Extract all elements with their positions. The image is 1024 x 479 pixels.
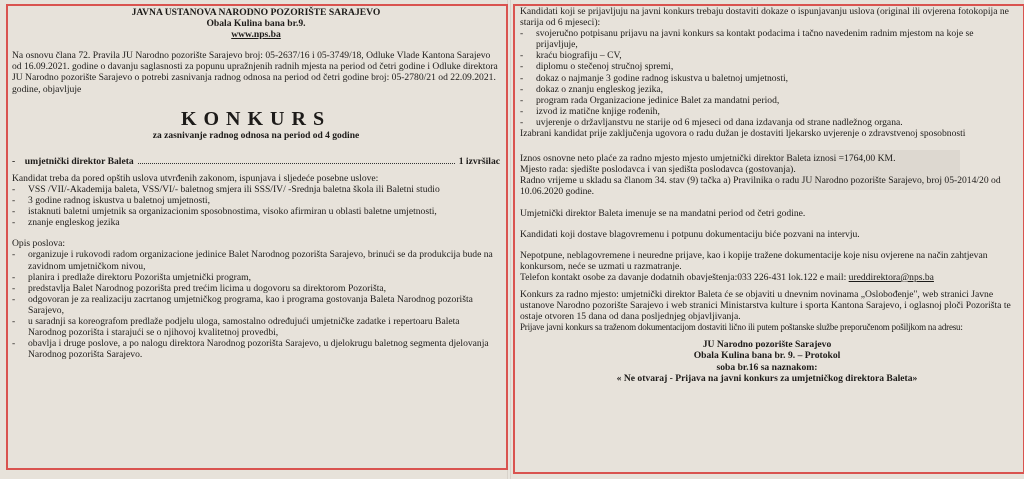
- incomplete-applications-note: Nepotpune, neblagovremene i neuredne prijave, kao i kopije tražene dokumentacije koje nisu ovjerene na način zahtjevan konkursom, neće se uzmati u razmatranje.: [520, 249, 988, 272]
- interview-info: Kandidati koji dostave blagovremenu i potpunu dokumentaciju biće pozvani na intervju.: [520, 228, 860, 240]
- working-hours-info: Radno vrijeme u skladu sa članom 34. stav (9) tačka a) Pravilnika o radu JU Narodno pozorište Sarajevo, broj 05-2014/20 od 10.06.2020 godine.: [520, 175, 1001, 198]
- document-item: - svojeručno potpisanu prijavu na javni konkurs sa kontakt podacima i tačno navedenim radnim mjestom na koje se prijavljuje,: [520, 28, 974, 51]
- document-item: - izvod iz matične knjige rođenih,: [520, 105, 660, 117]
- announcement-left-column: [12, 7, 500, 360]
- document-item: - uvjerenje o državljanstvu ne starije od 6 mjeseci od dana izdavanja od strane nadležnog organa.: [520, 116, 903, 128]
- mailing-address-line-3: soba br.16 sa naznakom:: [716, 361, 818, 373]
- document-item: - program rada Organizacione jedinice Balet za mandatni period,: [520, 94, 780, 106]
- mailing-address-line-2: Obala Kulina bana br. 9. – Protokol: [693, 350, 841, 362]
- medical-note: Izabrani kandidat prije zaključenja ugovora o radu dužan je dostaviti ljekarsko uvjerenje o zdravstvenoj sposobnosti: [520, 128, 966, 140]
- position-row: - umjetnički direktor Baleta 1 izvršilac: [12, 155, 500, 167]
- workplace-info: Mjesto rada: sjedište poslodavca i van sjedišta poslodavca (gostovanja).: [520, 164, 796, 176]
- duty-item: - planira i predlaže direktoru Pozorišta umjetnički program,: [12, 271, 251, 283]
- duty-item: - u saradnji sa koreografom predlaže podjelu uloga, samostalno određujući umjetničke zadatke i repertoaru Baleta Narodnog pozorišta i starajući se o njihovoj kvalitetnoj provedbi,: [12, 315, 460, 339]
- salary-info: Iznos osnovne neto plaće za radno mjesto mjesto umjetnički direktor Baleta iznosi =1764,00 KM.: [520, 153, 896, 165]
- dotted-leader: [138, 156, 455, 164]
- institution-address: Obala Kulina bana br.9.: [206, 18, 306, 30]
- condition-item: - znanje engleskog jezika: [12, 217, 120, 229]
- mailing-address-line-1: JU Narodno pozorište Sarajevo: [702, 339, 832, 351]
- contact-line: [520, 272, 1014, 283]
- position-name: umjetnički direktor Baleta: [24, 155, 134, 167]
- website-link[interactable]: www.nps.ba: [231, 29, 281, 41]
- documents-intro: Kandidati koji se prijavljuju na javni konkurs trebaju dostaviti dokaze o ispunjavanju uslova (original ili ovjerena fotokopija ne starija od 6 mjeseci):: [520, 6, 1009, 29]
- intro-paragraph: Na osnovu člana 72. Pravila JU Narodno pozorište Sarajevo broj: 05-2637/16 i 05-3749/18, Odluke Vlade Kantona Sarajevo od 16.09.2021. godine o davanju saglasnosti za popunu upražnjenih radnih mjesta na period od četri godine i Odluke direktora JU Narodno pozorište Sarajevo o potrebi zasnivanja radnog odnosa na period od četri godine broj: 05-2780/21 od 22.09.2021. godine, objavljuje: [12, 50, 498, 95]
- contact-phone: Telefon kontakt osobe za davanje dodatnih obavještenja:033 226-431 lok.122 e mail:: [520, 271, 847, 283]
- condition-item: - 3 godine radnog iskustva u baletnoj umjetnosti,: [12, 195, 210, 207]
- duty-item: - predstavlja Balet Narodnog pozorišta pred trećim licima u dogovoru sa direktorom Pozorišta,: [12, 282, 387, 294]
- envelope-marking: « Ne otvaraj - Prijava na javni konkurs za umjetničkog direktora Baleta»: [616, 372, 918, 384]
- document-item: - dokaz o znanju engleskog jezika,: [520, 83, 664, 95]
- mandate-info: Umjetnički direktor Baleta imenuje se na mandatni period od četri godine.: [520, 207, 806, 219]
- contact-email-link[interactable]: ureddirektora@nps.ba: [848, 271, 934, 283]
- condition-item: - istaknuti baletni umjetnik sa organizacionim sposobnostima, visoko afirmiran u oblasti baletne umjetnosti,: [12, 206, 437, 218]
- duty-item: - obavlja i druge poslove, a po nalogu direktora Narodnog pozorišta Sarajevo, u djelokrugu baletnog segmenta djelovanja Narodnog pozorišta Sarajevo.: [12, 338, 489, 361]
- publication-info: Konkurs za radno mjesto: umjetnički direktor Baleta će se objaviti u dnevnim novinama „Oslobođenje", web stranici Javne ustanove Narodno pozorište Sarajevo i web stranici Ministarstva kulture i sporta Kantona Sarajevo, i oglasnoj ploči Pozorišta te ostaje otvoren 15 dana od dana posljednjeg objavljivanja.: [520, 288, 1011, 323]
- announcement-subtitle: za zasnivanje radnog odnosa na period od 4 godine: [152, 130, 360, 141]
- condition-item: - VSS /VII/-Akademija baleta, VSS/VI/- baletnog smjera ili SSS/IV/ -Srednja baletna škola ili Baletni studio: [12, 183, 440, 195]
- duties-title: Opis poslova:: [12, 238, 66, 250]
- document-item: - diplomu o stečenoj stručnoj spremi,: [520, 61, 674, 73]
- announcement-right-column: [520, 6, 1014, 384]
- duty-item: - organizuje i rukovodi radom organizacione jedinice Balet Narodnog pozorišta Sarajevo, brinući se da produkcija bude na zavidnom umjetničkom nivou,: [12, 249, 493, 272]
- conditions-intro: Kandidat treba da pored opštih uslova utvrđenih zakonom, ispunjava i sljedeće posebne uslove:: [12, 172, 379, 184]
- document-item: - dokaz o najmanje 3 godine radnog iskustva u baletnoj umjetnosti,: [520, 72, 789, 84]
- duty-item: - odgovoran je za realizaciju zacrtanog umjetničkog programa, kao i programa gostovanja Baleta Narodnog pozorišta Sarajevo,: [12, 293, 473, 316]
- announcement-title: KONKURS: [180, 107, 332, 130]
- institution-name: JAVNA USTANOVA NARODNO POZORIŠTE SARAJEVO: [131, 7, 381, 18]
- position-count: 1 izvršilac: [458, 155, 500, 167]
- document-item: - kraću biografiju – CV,: [520, 50, 622, 62]
- submission-info: Prijave javni konkurs sa traženom dokumentacijom dostaviti lično ili putem poštanske službe preporučenom pošiljkom na adresu:: [520, 322, 963, 333]
